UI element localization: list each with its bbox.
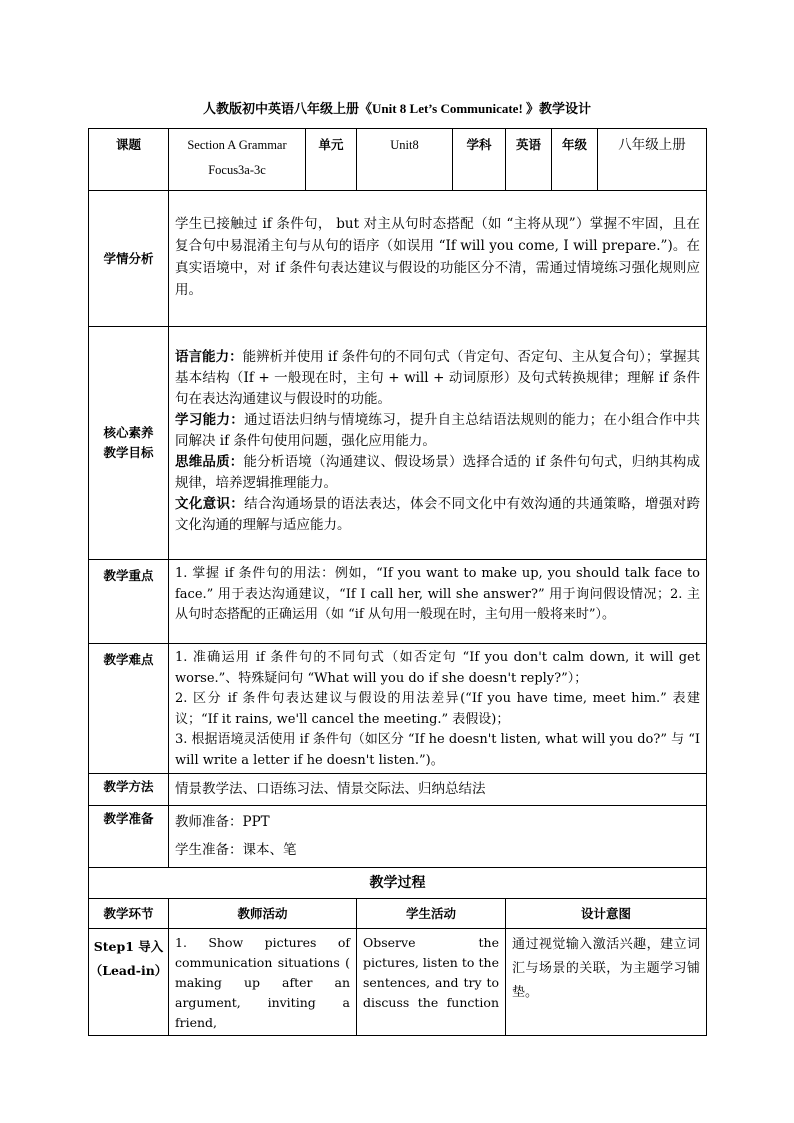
preparation-label: 教学准备 bbox=[89, 806, 169, 868]
col-student: 学生活动 bbox=[357, 899, 506, 929]
subject-value: 英语 bbox=[506, 129, 552, 191]
process-title-row bbox=[89, 868, 707, 899]
unit-value: Unit8 bbox=[357, 129, 453, 191]
key-points-text: 1. 掌握 if 条件句的用法：例如，“If you want to make up, you should talk face to face.” 用于表达沟通建议，“If I call her, will she answer?” 用于询问假设情况；2. 主从句时态搭配的正确运用（如 “if 从句用一般现在时，主句用一般将来时”）。 bbox=[169, 560, 707, 644]
difficulty-item-2: 2. 区分 if 条件句表达建议与假设的用法差异(“If you have time, meet him.” 表建议；“If it rains, we'll cancel the meeting.” 表假设)； bbox=[175, 691, 700, 727]
teacher-activity: 1. Show pictures of communication situations ( making up after an argument, inviting a friend, bbox=[169, 929, 357, 1036]
goals-label-line-2: 教学目标 bbox=[103, 445, 154, 460]
goal-culture: 文化意识：结合沟通场景的语法表达，体会不同文化中有效沟通的共通策略，增强对跨文化沟通的理解与适应能力。 bbox=[175, 496, 701, 533]
grade-value: 八年级上册 bbox=[598, 129, 707, 191]
header-row bbox=[89, 129, 707, 191]
topic-line-1: Section A Grammar bbox=[187, 138, 287, 152]
goals-content bbox=[169, 327, 707, 560]
col-intent: 设计意图 bbox=[506, 899, 707, 929]
student-activity: Observe the pictures, listen to the sentences, and try to discuss the function bbox=[357, 929, 506, 1036]
methods-row bbox=[89, 774, 707, 806]
topic-line-2: Focus3a-3c bbox=[208, 163, 266, 177]
student-preparation: 学生准备：课本、笔 bbox=[175, 842, 297, 858]
analysis-row bbox=[89, 191, 707, 327]
goal-learning: 学习能力：通过语法归纳与情境练习，提升自主总结语法规则的能力；在小组合作中共同解决 if 条件句使用问题，强化应用能力。 bbox=[175, 412, 701, 449]
difficulty-item-3: 3. 根据语境灵活使用 if 条件句（如区分 “If he doesn't listen, what will you do?” 与 “I will write a letter if he doesn't listen.”)。 bbox=[175, 732, 701, 768]
methods-text: 情景教学法、口语练习法、情景交际法、归纳总结法 bbox=[169, 774, 707, 806]
process-row bbox=[89, 929, 707, 1036]
methods-label: 教学方法 bbox=[89, 774, 169, 806]
topic-value bbox=[169, 129, 306, 191]
difficulties-row bbox=[89, 644, 707, 774]
preparation-content bbox=[169, 806, 707, 868]
difficulty-item-1: 1. 准确运用 if 条件句的不同句式（如否定句 “If you don't calm down, it will get worse.”、特殊疑问句 “What will you do if she doesn't reply?”）； bbox=[175, 650, 700, 686]
grade-label: 年级 bbox=[552, 129, 598, 191]
goal-language: 语言能力：能辨析并使用 if 条件句的不同句式（肯定句、否定句、主从复合句）；掌握其基本结构（If + 一般现在时，主句 + will + 动词原形）及句式转换规律；理解 if 条件句在表达沟通建议与假设时的功能。 bbox=[175, 349, 700, 407]
lesson-plan-table bbox=[88, 128, 707, 1036]
subject-label: 学科 bbox=[453, 129, 506, 191]
stage-line-2: （Lead-in） bbox=[89, 963, 168, 978]
col-stage: 教学环节 bbox=[89, 899, 169, 929]
design-intent: 通过视觉输入激活兴趣，建立词汇与场景的关联，为主题学习铺垫。 bbox=[506, 929, 707, 1036]
stage-cell bbox=[89, 929, 169, 1036]
unit-label: 单元 bbox=[306, 129, 357, 191]
goals-label-line-1: 核心素养 bbox=[103, 425, 154, 440]
preparation-row bbox=[89, 806, 707, 868]
process-header-row bbox=[89, 899, 707, 929]
key-points-label: 教学重点 bbox=[89, 560, 169, 644]
col-teacher: 教师活动 bbox=[169, 899, 357, 929]
difficulties-label: 教学难点 bbox=[89, 644, 169, 774]
key-points-row bbox=[89, 560, 707, 644]
goals-row bbox=[89, 327, 707, 560]
analysis-label: 学情分析 bbox=[89, 191, 169, 327]
analysis-text: 学生已接触过 if 条件句， but 对主从句时态搭配（如 “主将从现”）掌握不牢固，且在复合句中易混淆主句与从句的语序（如误用 “If will you come, I will prepare.”)。在真实语境中，对 if 条件句表达建议与假设的功能区分不清，需通过情境练习强化规则应用。 bbox=[169, 191, 707, 327]
difficulties-content bbox=[169, 644, 707, 774]
teacher-preparation: 教师准备：PPT bbox=[175, 814, 270, 830]
process-title: 教学过程 bbox=[89, 868, 707, 899]
stage-line-1: Step1 导入 bbox=[93, 939, 164, 954]
goal-thinking: 思维品质：能分析语境（沟通建议、假设场景）选择合适的 if 条件句句式，归纳其构成规律，培养逻辑推理能力。 bbox=[175, 454, 700, 491]
document-title: 人教版初中英语八年级上册《Unit 8 Let’s Communicate! 》教学设计 bbox=[202, 101, 592, 116]
topic-label: 课题 bbox=[89, 129, 169, 191]
goals-label bbox=[89, 327, 169, 560]
